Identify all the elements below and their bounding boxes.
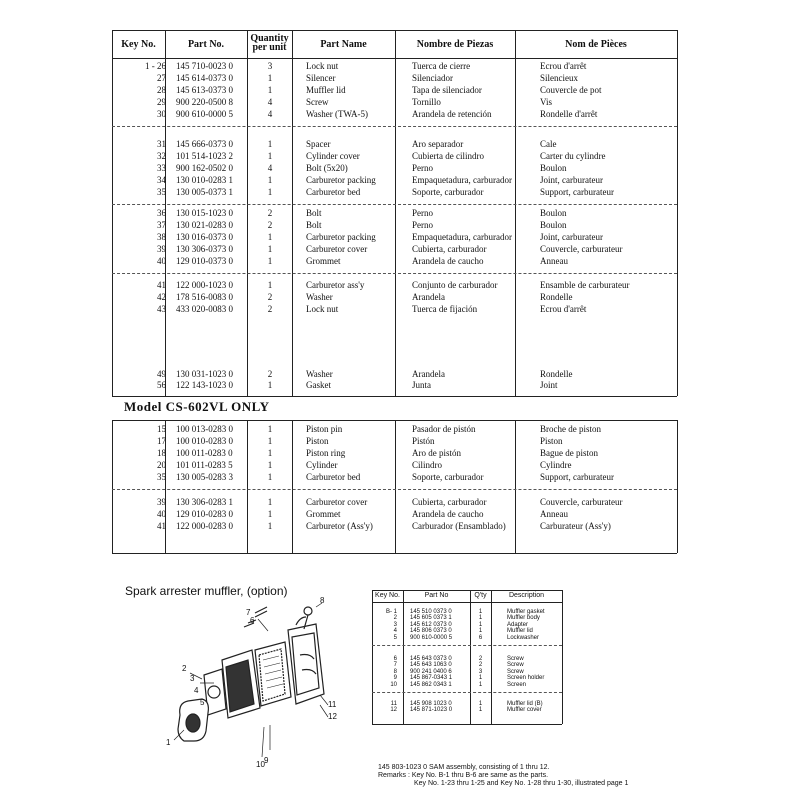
cell-es: Junta [412,380,431,390]
cell-key: 35 [157,472,166,482]
spark-cell-key: 3 [393,621,397,628]
cell-fr: Couvercle, carburateur [540,244,623,254]
cell-part: 122 000-1023 0 [176,280,233,290]
cell-name: Cylinder [306,460,338,470]
cell-fr: Rondelle [540,292,573,302]
cell-fr: Boulon [540,220,567,230]
group-separator [112,204,677,205]
spark-cell-qty: 1 [478,701,483,707]
spark-cell-part: 145 612 0373 0 [410,621,452,628]
spark-arrester-title: Spark arrester muffler, (option) [125,584,288,598]
cell-key: 20 [157,460,166,470]
cell-part: 130 306-0373 0 [176,244,233,254]
table-header-nombre: Nombre de Piezas [416,39,494,50]
cell-qty: 1 [267,509,273,519]
cell-es: Silenciador [412,73,453,83]
cell-es: Carburador (Ensamblado) [412,521,506,531]
cell-fr: Ensamble de carburateur [540,280,630,290]
cell-name: Silencer [306,73,336,83]
cell-es: Arandela de retención [412,109,492,119]
diagram-callout-label: 12 [328,712,337,721]
cell-es: Pistón [412,436,435,446]
cell-fr: Joint [540,380,558,390]
spark-cell-part: 145 605 0373 1 [410,615,452,622]
cell-name: Piston ring [306,448,346,458]
remarks-line-2: Key No. 1-23 thru 1-25 and Key No. 1-28 thru 1-30, illustrated page 1 [414,780,629,787]
diagram-callout-label: 6 [250,616,255,625]
cell-part: 100 013-0283 0 [176,424,233,434]
cell-es: Soporte, carburador [412,187,484,197]
cell-es: Arandela de caucho [412,509,484,519]
spark-header-part: Part No [424,592,449,599]
cell-qty: 1 [267,436,273,446]
model-group-separator [112,489,677,490]
model-title: Model CS-602VL ONLY [124,399,270,414]
spark-cell-desc: Screen [507,681,527,688]
cell-key: 28 [157,85,166,95]
diagram-callout-label: 2 [182,664,187,673]
cell-name: Bolt [306,208,322,218]
cell-fr: Vis [540,97,552,107]
cell-key: 15 [157,424,166,434]
cell-qty: 1 [267,380,273,390]
spark-cell-key: 6 [393,656,397,662]
spark-header-key: Key No. [375,592,400,599]
spark-table-column-rule [491,590,492,724]
spark-cell-desc: Muffler gasket [507,609,545,615]
spark-table-bottom-rule [372,724,562,725]
cell-qty: 3 [267,61,273,71]
spark-cell-part: 145 643 0373 0 [410,656,452,662]
cell-name: Washer [306,369,333,379]
spark-cell-desc: Screw [507,662,524,669]
cell-qty: 1 [267,256,273,266]
cell-name: Muffler lid [306,85,346,95]
cell-part: 130 010-0283 1 [176,175,233,185]
spark-header-desc: Description [508,592,544,599]
table-column-rule [112,30,113,396]
cell-name: Bolt [306,220,322,230]
cell-part: 129 010-0283 0 [176,509,233,519]
cell-part: 130 021-0283 0 [176,220,233,230]
cell-es: Tapa de silenciador [412,85,482,95]
cell-es: Cilindro [412,460,443,470]
cell-fr: Broche de piston [540,424,601,434]
spark-cell-desc: Screw [507,668,524,675]
spark-cell-qty: 1 [478,681,483,688]
cell-part: 145 666-0373 0 [176,139,233,149]
diagram-callout-label: 9 [264,756,269,765]
cell-part: 101 514-1023 2 [176,151,233,161]
cell-es: Aro separador [412,139,464,149]
spark-group-separator [372,645,562,646]
diagram-callout-label: 11 [328,700,337,709]
cell-part: 145 710-0023 0 [176,61,233,71]
cell-fr: Support, carburateur [540,472,614,482]
spark-cell-desc: Muffler cover [507,707,542,714]
cell-part: 129 010-0373 0 [176,256,233,266]
cell-fr: Anneau [540,509,568,519]
cell-key: 27 [157,73,166,83]
cell-es: Perno [412,208,433,218]
cell-name: Carburetor (Ass'y) [306,521,373,531]
cell-key: 41 [157,521,166,531]
cell-key: 37 [157,220,166,230]
cell-es: Cubierta, carburador [412,497,487,507]
cell-qty: 1 [267,460,273,470]
cell-qty: 1 [267,472,273,482]
cell-qty: 1 [267,448,273,458]
spark-cell-qty: 1 [478,707,483,714]
cell-key: 17 [157,436,166,446]
spark-table-column-rule [372,590,373,724]
cell-fr: Carter du cylindre [540,151,606,161]
diagram-callout-label: 1 [166,738,171,747]
cell-name: Washer [306,292,333,302]
cell-key: 31 [157,139,166,149]
cell-name: Carburetor packing [306,232,376,242]
cell-part: 101 011-0283 5 [176,460,233,470]
cell-qty: 1 [267,151,273,161]
cell-fr: Silencieux [540,73,578,83]
spark-cell-part: 900 610-0000 5 [410,634,453,641]
cell-es: Empaquetadura, carburador [412,175,512,185]
table-header-qty: Quantity per unit [250,33,289,53]
spark-cell-qty: 1 [478,675,483,682]
model-table-column-rule [292,420,293,553]
cell-fr: Joint, carburateur [540,232,603,242]
cell-es: Tuerca de cierre [412,61,471,71]
cell-key: 32 [157,151,166,161]
cell-name: Lock nut [306,304,339,314]
model-table-bottom-rule [112,553,677,554]
cell-fr: Bague de piston [540,448,598,458]
spark-cell-part: 145 510 0373 0 [410,609,452,615]
cell-qty: 1 [267,497,273,507]
spark-arrester-exploded-diagram [160,595,350,770]
cell-qty: 1 [267,73,273,83]
cell-es: Cubierta, carburador [412,244,487,254]
cell-key: 39 [157,244,166,254]
cell-fr: Ecrou d'arrêt [540,61,587,71]
cell-name: Grommet [306,509,341,519]
spark-table-top-rule [372,590,562,591]
group-separator [112,126,677,127]
cell-qty: 1 [267,280,273,290]
spark-cell-key: B- 1 [385,609,397,615]
table-header-nom: Nom de Pièces [565,39,627,50]
spark-cell-key: 5 [393,634,397,641]
cell-part: 130 005-0283 3 [176,472,233,482]
cell-key: 40 [157,256,166,266]
model-table-column-rule [112,420,113,553]
cell-qty: 1 [267,187,273,197]
spark-cell-part: 145 806 0373 0 [410,628,452,635]
cell-name: Carburetor bed [306,187,361,197]
spark-cell-qty: 2 [478,662,483,669]
cell-es: Tuerca de fijación [412,304,478,314]
cell-fr: Ecrou d'arrêt [540,304,587,314]
group-separator [112,273,677,274]
spark-header-qty: Q'ty [474,592,487,599]
spark-table-column-rule [403,590,404,724]
cell-name: Carburetor packing [306,175,376,185]
spark-cell-desc: Screen holder [507,675,545,682]
cell-part: 130 306-0283 1 [176,497,233,507]
cell-name: Carburetor cover [306,244,368,254]
spark-cell-part: 145 867-0343 1 [410,675,453,682]
cell-key: 30 [157,109,166,119]
cell-qty: 4 [267,97,273,107]
diagram-callout-label: 7 [246,608,251,617]
cell-part: 130 016-0373 0 [176,232,233,242]
cell-key: 29 [157,97,166,107]
spark-cell-desc: Muffler body [507,615,540,622]
cell-key: 38 [157,232,166,242]
spark-table-column-rule [562,590,563,724]
cell-qty: 1 [267,139,273,149]
cell-part: 130 031-1023 0 [176,369,233,379]
table-header-part-name: Part Name [320,39,367,50]
spark-group-separator [372,692,562,693]
diagram-callout-label: 10 [256,760,265,769]
cell-es: Perno [412,163,433,173]
spark-cell-key: 2 [393,615,397,622]
cell-key: 18 [157,448,166,458]
cell-fr: Couvercle, carburateur [540,497,623,507]
cell-key: 35 [157,187,166,197]
cell-fr: Joint, carburateur [540,175,603,185]
cell-qty: 2 [267,304,273,314]
spark-cell-key: 8 [393,668,397,675]
spark-cell-part: 145 862 0343 1 [410,681,452,688]
cell-part: 100 010-0283 0 [176,436,233,446]
cell-qty: 4 [267,163,273,173]
spark-cell-part: 145 871-1023 0 [410,707,453,714]
cell-fr: Boulon [540,163,567,173]
cell-fr: Cylindre [540,460,572,470]
spark-cell-key: 12 [390,707,397,714]
spark-cell-desc: Adapter [507,621,529,628]
cell-name: Carburetor bed [306,472,361,482]
cell-name: Screw [306,97,329,107]
cell-key: 41 [157,280,166,290]
spark-cell-key: 10 [390,681,397,688]
spark-cell-key: 9 [393,675,397,682]
cell-qty: 2 [267,220,273,230]
cell-es: Arandela [412,369,445,379]
cell-part: 145 614-0373 0 [176,73,233,83]
spark-table-header-rule [372,602,562,603]
cell-fr: Support, carburateur [540,187,614,197]
cell-part: 100 011-0283 0 [176,448,233,458]
spark-cell-qty: 1 [478,615,483,622]
cell-key: 42 [157,292,166,302]
cell-key: 43 [157,304,166,314]
cell-es: Cubierta de cilindro [412,151,484,161]
cell-part: 900 610-0000 5 [176,109,233,119]
spark-cell-qty: 2 [478,656,483,662]
cell-key: 39 [157,497,166,507]
diagram-callout-label: 3 [190,674,195,683]
cell-name: Carburetor cover [306,497,368,507]
cell-key: 36 [157,208,166,218]
spark-cell-qty: 1 [478,609,483,615]
cell-qty: 1 [267,424,273,434]
spark-cell-part: 145 908 1023 0 [410,701,452,707]
cell-name: Lock nut [306,61,339,71]
table-bottom-rule [112,396,677,397]
spark-cell-qty: 6 [478,634,483,641]
spark-assembly-note: 145 803-1023 0 SAM assembly, consisting of 1 thru 12. [378,764,550,771]
cell-part: 900 220-0500 8 [176,97,233,107]
table-header-key-no: Key No. [121,39,156,50]
cell-fr: Anneau [540,256,568,266]
cell-part: 178 516-0083 0 [176,292,233,302]
cell-part: 122 143-1023 0 [176,380,233,390]
table-column-rule [292,30,293,396]
cell-es: Empaquetadura, carburador [412,232,512,242]
spark-cell-qty: 1 [478,628,483,635]
spark-cell-key: 4 [393,628,397,635]
spark-cell-qty: 1 [478,621,483,628]
cell-qty: 4 [267,109,273,119]
spark-cell-key: 11 [390,701,397,707]
cell-key: 33 [157,163,166,173]
spark-cell-qty: 3 [478,668,483,675]
cell-part: 145 613-0373 0 [176,85,233,95]
cell-key: 56 [157,380,166,390]
cell-part: 130 005-0373 1 [176,187,233,197]
cell-qty: 2 [267,369,273,379]
cell-es: Conjunto de carburador [412,280,498,290]
cell-es: Aro de pistón [412,448,461,458]
cell-fr: Carburateur (Ass'y) [540,521,611,531]
cell-part: 122 000-0283 0 [176,521,233,531]
cell-es: Soporte, carburador [412,472,484,482]
cell-qty: 2 [267,292,273,302]
diagram-callout-label: 8 [320,596,325,605]
remarks-line-1: Remarks : Key No. B-1 thru B-6 are same as the parts. [378,772,549,779]
cell-es: Arandela [412,292,445,302]
spark-cell-desc: Muffler lid [507,628,533,635]
cell-part: 900 162-0502 0 [176,163,233,173]
cell-name: Washer (TWA-5) [306,109,368,119]
cell-key: 34 [157,175,166,185]
cell-es: Tornillo [412,97,441,107]
spark-cell-part: 145 643 1063 0 [410,662,452,669]
cell-name: Grommet [306,256,341,266]
cell-name: Carburetor ass'y [306,280,365,290]
cell-fr: Rondelle [540,369,573,379]
cell-name: Gasket [306,380,331,390]
diagram-callout-label: 5 [200,698,205,707]
cell-fr: Couvercle de pot [540,85,602,95]
spark-cell-part: 900 241 0400 6 [410,668,452,675]
cell-key: 40 [157,509,166,519]
cell-key: 49 [157,369,166,379]
cell-fr: Boulon [540,208,567,218]
cell-qty: 1 [267,244,273,254]
cell-key: 1 - 26 [145,61,166,71]
cell-name: Piston pin [306,424,343,434]
cell-name: Bolt (5x20) [306,163,348,173]
spark-cell-key: 7 [393,662,397,669]
diagram-callout-label: 4 [194,686,199,695]
cell-qty: 1 [267,175,273,185]
cell-part: 433 020-0083 0 [176,304,233,314]
cell-qty: 2 [267,208,273,218]
table-header-part-no: Part No. [187,39,225,50]
cell-part: 130 015-1023 0 [176,208,233,218]
cell-name: Piston [306,436,329,446]
cell-fr: Cale [540,139,557,149]
cell-es: Arandela de caucho [412,256,484,266]
cell-qty: 1 [267,521,273,531]
cell-name: Cylinder cover [306,151,360,161]
cell-fr: Rondelle d'arrêt [540,109,598,119]
spark-cell-desc: Lockwasher [507,634,540,641]
spark-cell-desc: Muffler lid (B) [507,701,543,707]
cell-qty: 1 [267,85,273,95]
cell-es: Perno [412,220,433,230]
spark-cell-desc: Screw [507,656,524,662]
cell-fr: Piston [540,436,563,446]
cell-name: Spacer [306,139,331,149]
cell-es: Pasador de pistón [412,424,476,434]
cell-qty: 1 [267,232,273,242]
